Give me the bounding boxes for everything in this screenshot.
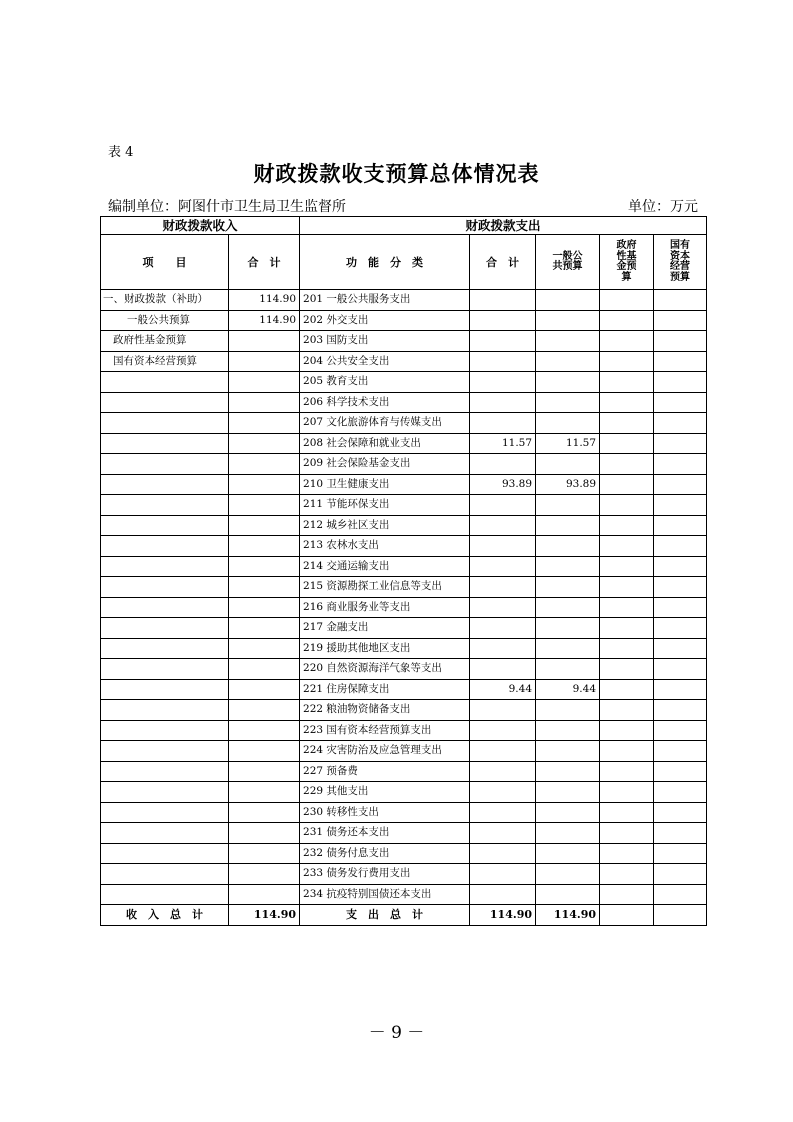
expense-general-cell <box>536 884 600 905</box>
expense-gov-fund-cell <box>600 700 654 721</box>
expense-general-cell <box>536 290 600 311</box>
income-item-cell <box>101 495 229 516</box>
expense-general-cell <box>536 413 600 434</box>
expense-gov-fund-cell <box>600 290 654 311</box>
income-value-cell <box>229 392 300 413</box>
expense-general-cell <box>536 802 600 823</box>
expense-gov-fund-cell <box>600 741 654 762</box>
expense-gov-fund-cell <box>600 495 654 516</box>
budget-table <box>100 216 707 926</box>
expense-item-cell: 211 节能环保支出 <box>300 495 470 516</box>
expense-gov-fund-cell <box>600 372 654 393</box>
expense-item-cell: 207 文化旅游体育与传媒支出 <box>300 413 470 434</box>
expense-gov-fund-cell <box>600 454 654 475</box>
income-item-cell <box>101 802 229 823</box>
income-value-cell <box>229 454 300 475</box>
table-row <box>101 351 707 372</box>
table-row <box>101 536 707 557</box>
income-value-cell <box>229 761 300 782</box>
expense-state-capital-total-value <box>654 905 707 926</box>
income-value-cell <box>229 884 300 905</box>
table-row <box>101 741 707 762</box>
expense-state-capital-cell <box>654 577 707 598</box>
table-row <box>101 392 707 413</box>
expense-state-capital-cell <box>654 679 707 700</box>
expense-item-cell: 208 社会保障和就业支出 <box>300 433 470 454</box>
table-row <box>101 782 707 803</box>
expense-total-label: 支 出 总 计 <box>300 905 470 926</box>
income-item-cell <box>101 823 229 844</box>
expense-item-cell: 209 社会保险基金支出 <box>300 454 470 475</box>
col-general-budget-header: 一般公共预算 <box>536 235 600 290</box>
expense-gov-fund-cell <box>600 802 654 823</box>
table-row <box>101 577 707 598</box>
expense-gov-fund-cell <box>600 659 654 680</box>
income-item-cell <box>101 433 229 454</box>
expense-total-cell <box>470 884 536 905</box>
expense-item-cell: 203 国防支出 <box>300 331 470 352</box>
income-item-cell <box>101 679 229 700</box>
expense-general-cell <box>536 823 600 844</box>
income-item-cell <box>101 536 229 557</box>
income-total-label: 收 入 总 计 <box>101 905 229 926</box>
table-row <box>101 679 707 700</box>
expense-state-capital-cell <box>654 597 707 618</box>
expense-general-total-value: 114.90 <box>536 905 600 926</box>
expense-general-cell <box>536 454 600 475</box>
table-row <box>101 433 707 454</box>
expense-gov-fund-cell <box>600 310 654 331</box>
expense-state-capital-cell <box>654 802 707 823</box>
expense-general-cell: 9.44 <box>536 679 600 700</box>
expense-state-capital-cell <box>654 536 707 557</box>
expense-total-cell <box>470 720 536 741</box>
expense-item-cell: 223 国有资本经营预算支出 <box>300 720 470 741</box>
income-value-cell <box>229 823 300 844</box>
income-item-cell: 国有资本经营预算 <box>101 351 229 372</box>
expense-total-cell <box>470 577 536 598</box>
table-body <box>101 290 707 905</box>
income-item-cell <box>101 372 229 393</box>
expense-general-cell <box>536 618 600 639</box>
expense-general-cell <box>536 577 600 598</box>
expense-general-cell <box>536 638 600 659</box>
income-value-cell <box>229 372 300 393</box>
expense-gov-fund-cell <box>600 782 654 803</box>
expense-item-cell: 216 商业服务业等支出 <box>300 597 470 618</box>
table-row <box>101 659 707 680</box>
expense-section-header: 财政拨款支出 <box>300 217 707 235</box>
expense-gov-fund-cell <box>600 597 654 618</box>
expense-general-cell <box>536 700 600 721</box>
income-item-cell: 一般公共预算 <box>101 310 229 331</box>
table-row <box>101 474 707 495</box>
expense-item-cell: 231 债务还本支出 <box>300 823 470 844</box>
expense-total-cell <box>470 782 536 803</box>
expense-gov-fund-cell <box>600 392 654 413</box>
income-item-cell <box>101 454 229 475</box>
table-row <box>101 556 707 577</box>
expense-state-capital-cell <box>654 761 707 782</box>
income-value-cell <box>229 638 300 659</box>
expense-item-cell: 227 预备费 <box>300 761 470 782</box>
income-value-cell <box>229 597 300 618</box>
expense-state-capital-cell <box>654 290 707 311</box>
expense-total-cell <box>470 659 536 680</box>
income-item-cell <box>101 700 229 721</box>
expense-item-cell: 221 住房保障支出 <box>300 679 470 700</box>
expense-state-capital-cell <box>654 659 707 680</box>
income-item-cell <box>101 741 229 762</box>
compiling-unit: 编制单位：阿图什市卫生局卫生监督所 <box>108 199 346 215</box>
expense-state-capital-cell <box>654 741 707 762</box>
income-value-cell <box>229 659 300 680</box>
expense-total-cell <box>470 310 536 331</box>
table-row <box>101 638 707 659</box>
expense-gov-fund-cell <box>600 843 654 864</box>
page-number: － 9 － <box>368 1023 425 1043</box>
income-item-cell <box>101 782 229 803</box>
expense-item-cell: 229 其他支出 <box>300 782 470 803</box>
col-expense-total-header: 合 计 <box>470 235 536 290</box>
expense-total-cell <box>470 597 536 618</box>
income-item-cell: 政府性基金预算 <box>101 331 229 352</box>
expense-state-capital-cell <box>654 823 707 844</box>
income-item-cell <box>101 659 229 680</box>
expense-state-capital-cell <box>654 638 707 659</box>
expense-general-cell <box>536 372 600 393</box>
table-row <box>101 802 707 823</box>
income-value-cell <box>229 536 300 557</box>
income-value-cell <box>229 700 300 721</box>
expense-item-cell: 230 转移性支出 <box>300 802 470 823</box>
expense-state-capital-cell <box>654 720 707 741</box>
income-value-cell <box>229 474 300 495</box>
expense-total-cell <box>470 536 536 557</box>
col-income-total-header: 合 计 <box>229 235 300 290</box>
expense-gov-fund-cell <box>600 577 654 598</box>
expense-general-cell <box>536 741 600 762</box>
table-row <box>101 413 707 434</box>
expense-general-cell <box>536 392 600 413</box>
expense-total-cell <box>470 351 536 372</box>
income-value-cell <box>229 802 300 823</box>
expense-total-cell <box>470 761 536 782</box>
expense-state-capital-cell <box>654 331 707 352</box>
income-value-cell <box>229 720 300 741</box>
expense-item-cell: 220 自然资源海洋气象等支出 <box>300 659 470 680</box>
income-value-cell <box>229 556 300 577</box>
income-item-cell: 一、财政拨款（补助） <box>101 290 229 311</box>
expense-total-cell <box>470 556 536 577</box>
table-row <box>101 290 707 311</box>
income-value-cell <box>229 413 300 434</box>
expense-item-cell: 224 灾害防治及应急管理支出 <box>300 741 470 762</box>
expense-state-capital-cell <box>654 454 707 475</box>
expense-general-cell: 11.57 <box>536 433 600 454</box>
income-item-cell <box>101 474 229 495</box>
table-number: 表 4 <box>108 145 134 160</box>
table-row <box>101 884 707 905</box>
currency-unit: 单位：万元 <box>628 199 698 215</box>
table-row <box>101 618 707 639</box>
expense-state-capital-cell <box>654 618 707 639</box>
expense-gov-fund-cell <box>600 864 654 885</box>
expense-total-cell <box>470 802 536 823</box>
expense-state-capital-cell <box>654 843 707 864</box>
expense-gov-fund-cell <box>600 618 654 639</box>
expense-state-capital-cell <box>654 310 707 331</box>
totals-row <box>101 905 707 926</box>
document-title: 财政拨款收支预算总体情况表 <box>253 161 540 186</box>
expense-state-capital-cell <box>654 864 707 885</box>
income-value-cell <box>229 331 300 352</box>
expense-item-cell: 214 交通运输支出 <box>300 556 470 577</box>
expense-total-cell: 11.57 <box>470 433 536 454</box>
income-value-cell <box>229 741 300 762</box>
expense-total-cell <box>470 864 536 885</box>
table-row <box>101 720 707 741</box>
income-item-cell <box>101 597 229 618</box>
expense-total-cell <box>470 331 536 352</box>
expense-total-cell <box>470 413 536 434</box>
expense-item-cell: 210 卫生健康支出 <box>300 474 470 495</box>
expense-total-cell <box>470 741 536 762</box>
expense-gov-fund-cell <box>600 413 654 434</box>
income-value-cell: 114.90 <box>229 290 300 311</box>
income-value-cell <box>229 618 300 639</box>
expense-state-capital-cell <box>654 392 707 413</box>
col-state-capital-header: 国有资本经营预算 <box>654 235 707 290</box>
expense-general-cell: 93.89 <box>536 474 600 495</box>
expense-general-cell <box>536 864 600 885</box>
expense-total-cell: 93.89 <box>470 474 536 495</box>
expense-item-cell: 215 资源勘探工业信息等支出 <box>300 577 470 598</box>
col-item-header: 项 目 <box>101 235 229 290</box>
table-row <box>101 843 707 864</box>
table-row <box>101 310 707 331</box>
expense-total-cell: 9.44 <box>470 679 536 700</box>
expense-total-cell <box>470 454 536 475</box>
income-item-cell <box>101 515 229 536</box>
expense-gov-fund-cell <box>600 823 654 844</box>
expense-state-capital-cell <box>654 413 707 434</box>
income-value-cell: 114.90 <box>229 310 300 331</box>
expense-state-capital-cell <box>654 556 707 577</box>
income-item-cell <box>101 638 229 659</box>
expense-general-cell <box>536 720 600 741</box>
expense-total-cell <box>470 372 536 393</box>
expense-gov-fund-cell <box>600 556 654 577</box>
expense-total-cell <box>470 515 536 536</box>
income-item-cell <box>101 864 229 885</box>
expense-gov-fund-cell <box>600 679 654 700</box>
income-item-cell <box>101 761 229 782</box>
table-row <box>101 454 707 475</box>
expense-state-capital-cell <box>654 515 707 536</box>
col-gov-fund-header: 政府性基金预算 <box>600 235 654 290</box>
expense-item-cell: 204 公共安全支出 <box>300 351 470 372</box>
expense-state-capital-cell <box>654 495 707 516</box>
expense-general-cell <box>536 351 600 372</box>
expense-total-cell <box>470 638 536 659</box>
expense-item-cell: 217 金融支出 <box>300 618 470 639</box>
expense-general-cell <box>536 536 600 557</box>
expense-general-cell <box>536 597 600 618</box>
col-function-class-header: 功 能 分 类 <box>300 235 470 290</box>
expense-general-cell <box>536 556 600 577</box>
expense-gov-fund-cell <box>600 720 654 741</box>
expense-general-cell <box>536 495 600 516</box>
income-value-cell <box>229 495 300 516</box>
income-item-cell <box>101 392 229 413</box>
expense-item-cell: 232 债务付息支出 <box>300 843 470 864</box>
expense-total-cell <box>470 618 536 639</box>
expense-gov-fund-cell <box>600 761 654 782</box>
table-row <box>101 597 707 618</box>
income-item-cell <box>101 843 229 864</box>
expense-item-cell: 205 教育支出 <box>300 372 470 393</box>
income-item-cell <box>101 413 229 434</box>
expense-general-cell <box>536 659 600 680</box>
expense-item-cell: 202 外交支出 <box>300 310 470 331</box>
table-row <box>101 515 707 536</box>
expense-general-cell <box>536 515 600 536</box>
expense-total-cell <box>470 392 536 413</box>
income-value-cell <box>229 515 300 536</box>
income-item-cell <box>101 556 229 577</box>
table-row <box>101 495 707 516</box>
expense-general-cell <box>536 761 600 782</box>
expense-gov-fund-cell <box>600 536 654 557</box>
expense-gov-fund-cell <box>600 433 654 454</box>
income-value-cell <box>229 679 300 700</box>
income-item-cell <box>101 720 229 741</box>
income-item-cell <box>101 577 229 598</box>
expense-item-cell: 201 一般公共服务支出 <box>300 290 470 311</box>
expense-state-capital-cell <box>654 351 707 372</box>
expense-state-capital-cell <box>654 474 707 495</box>
expense-total-cell <box>470 290 536 311</box>
table-row <box>101 372 707 393</box>
expense-gov-fund-total-value <box>600 905 654 926</box>
expense-total-value: 114.90 <box>470 905 536 926</box>
expense-total-cell <box>470 843 536 864</box>
expense-general-cell <box>536 331 600 352</box>
expense-item-cell: 206 科学技术支出 <box>300 392 470 413</box>
expense-item-cell: 219 援助其他地区支出 <box>300 638 470 659</box>
income-item-cell <box>101 618 229 639</box>
expense-total-cell <box>470 823 536 844</box>
income-value-cell <box>229 782 300 803</box>
income-value-cell <box>229 351 300 372</box>
expense-item-cell: 212 城乡社区支出 <box>300 515 470 536</box>
expense-gov-fund-cell <box>600 474 654 495</box>
expense-general-cell <box>536 310 600 331</box>
income-section-header: 财政拨款收入 <box>101 217 300 235</box>
expense-total-cell <box>470 495 536 516</box>
table-row <box>101 331 707 352</box>
expense-item-cell: 222 粮油物资储备支出 <box>300 700 470 721</box>
table-row <box>101 823 707 844</box>
expense-total-cell <box>470 700 536 721</box>
expense-item-cell: 234 抗疫特别国债还本支出 <box>300 884 470 905</box>
table-row <box>101 761 707 782</box>
expense-state-capital-cell <box>654 433 707 454</box>
expense-general-cell <box>536 843 600 864</box>
expense-gov-fund-cell <box>600 515 654 536</box>
expense-gov-fund-cell <box>600 638 654 659</box>
table-row <box>101 700 707 721</box>
income-total-value: 114.90 <box>229 905 300 926</box>
income-value-cell <box>229 577 300 598</box>
expense-item-cell: 213 农林水支出 <box>300 536 470 557</box>
expense-item-cell: 233 债务发行费用支出 <box>300 864 470 885</box>
expense-state-capital-cell <box>654 700 707 721</box>
income-value-cell <box>229 843 300 864</box>
expense-gov-fund-cell <box>600 351 654 372</box>
income-value-cell <box>229 433 300 454</box>
table-row <box>101 864 707 885</box>
expense-state-capital-cell <box>654 884 707 905</box>
income-item-cell <box>101 884 229 905</box>
unit-row <box>108 196 698 216</box>
expense-state-capital-cell <box>654 372 707 393</box>
expense-gov-fund-cell <box>600 884 654 905</box>
expense-state-capital-cell <box>654 782 707 803</box>
expense-general-cell <box>536 782 600 803</box>
expense-gov-fund-cell <box>600 331 654 352</box>
income-value-cell <box>229 864 300 885</box>
